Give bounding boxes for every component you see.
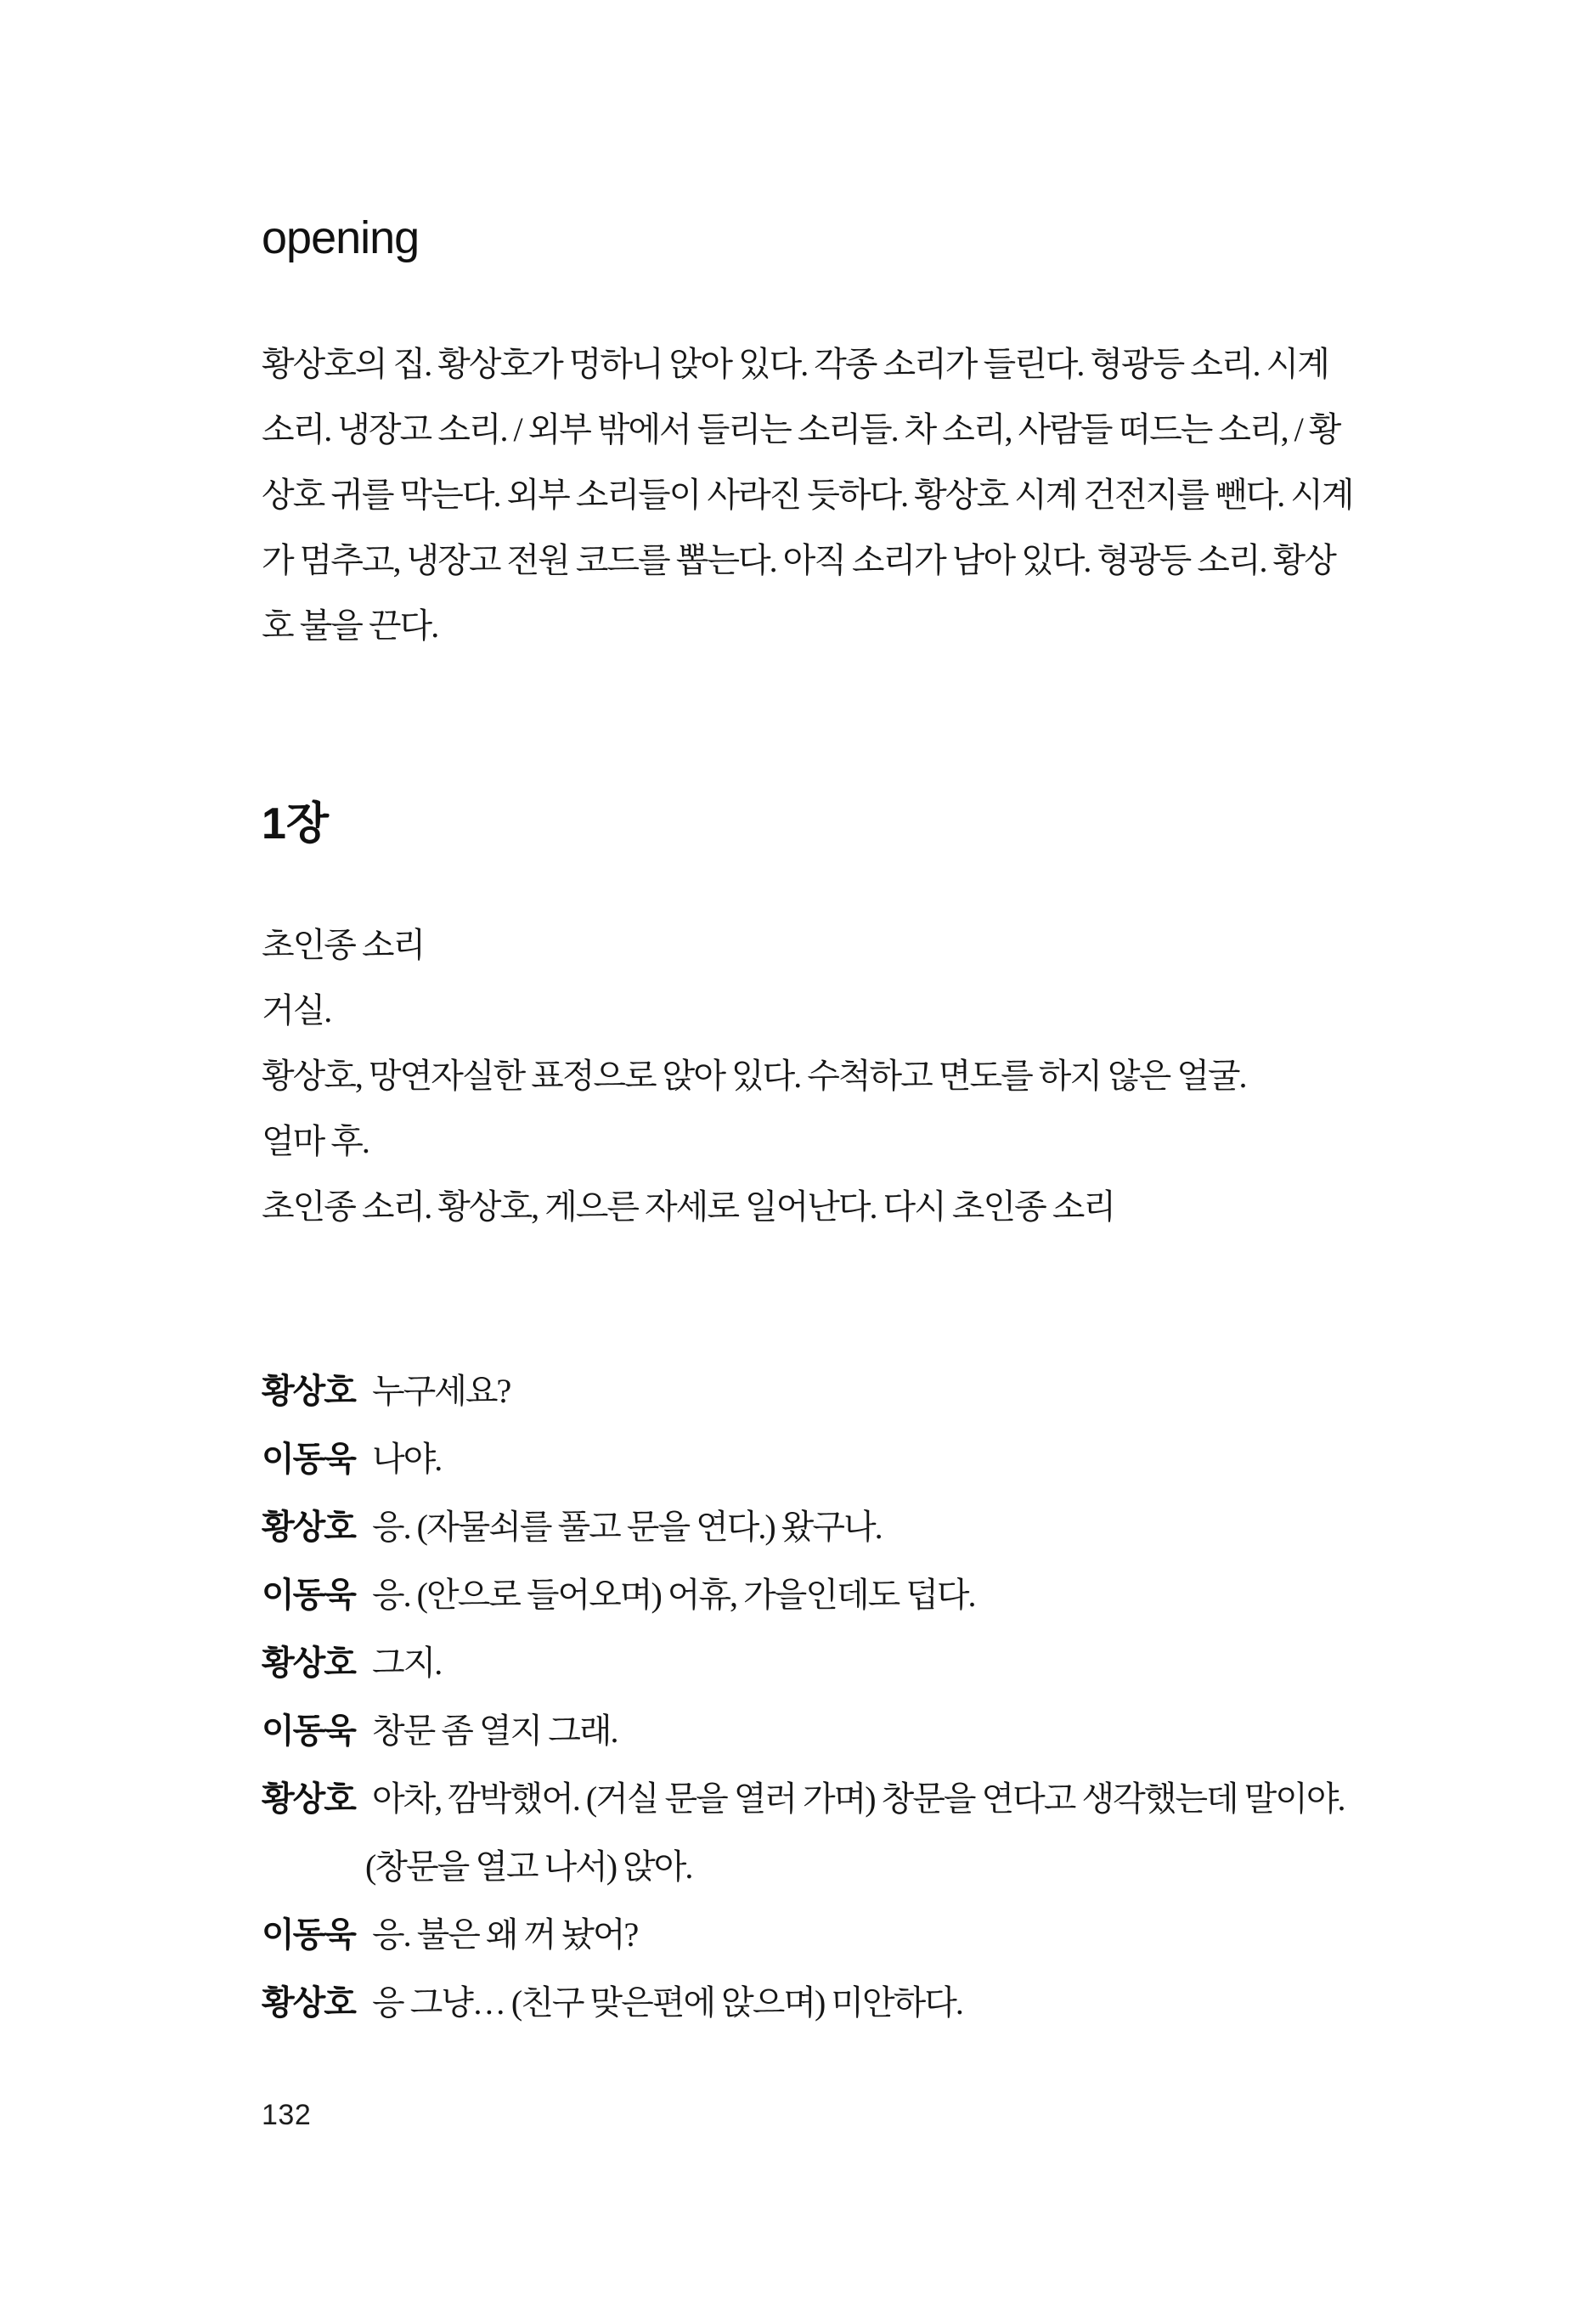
section-title-opening: opening [262,212,420,263]
chapter-heading: 1장 [262,799,330,849]
dialogue-line [262,1561,1357,1629]
speaker-name: 황상호 [262,1373,355,1410]
speech-text: 창문 좀 열지 그래. [372,1712,618,1750]
speaker-name: 황상호 [262,1644,355,1682]
speech-text: 누구세요? [372,1372,510,1410]
speech-text: 그지. [372,1644,442,1682]
speaker-name: 이동욱 [262,1441,355,1478]
speaker-name: 이동욱 [262,1577,355,1614]
stage-direction-line: 초인종 소리. 황상호, 게으른 자세로 일어난다. 다시 초인종 소리 [262,1187,1114,1226]
stage-direction-line: 초인종 소리 [262,926,425,964]
speech-text: 응 그냥… (친구 맞은편에 앉으며) 미안하다. [372,1983,962,2022]
speaker-name: 이동욱 [262,1712,355,1750]
stage-direction-line: 황상호, 망연자실한 표정으로 앉아 있다. 수척하고 면도를 하지 않은 얼굴. [262,1057,1246,1095]
speaker-name: 이동욱 [262,1916,355,1954]
dialogue-line [262,1425,1357,1493]
speech-text: 응. (자물쇠를 풀고 문을 연다.) 왔구나. [372,1508,882,1546]
dialogue-line [262,1493,1357,1561]
stage-direction-line: 거실. [262,991,331,1029]
dialogue-line [262,1969,1357,2037]
dialogue-block [262,1357,1357,2037]
dialogue-line [262,1901,1357,1969]
speaker-name: 황상호 [262,1984,355,2022]
page-number: 132 [262,2099,312,2131]
speaker-name: 황상호 [262,1780,355,1818]
speech-text: 응. 불은 왜 꺼 놨어? [372,1915,638,1954]
stage-directions-block [262,912,1357,1239]
speech-text: 아차, 깜박했어. (거실 문을 열러 가며) 창문을 연다고 생각했는데 말이야. (창문을 열고 나서) 앉아. [365,1780,1345,1886]
opening-scene-description: 황상호의 집. 황상호가 멍하니 앉아 있다. 각종 소리가 들린다. 형광등 소리. 시계 소리. 냉장고 소리. / 외부 밖에서 들리는 소리들. 차 소리, 사람들 떠드는 소리, / 황상호 귀를 막는다. 외부 소리들이 사라진 듯하다. 황상호 시계 건전지를 뺀다. 시계가 멈추고, 냉장고 전원 코드를 뽑는다. 아직 소리가 남아 있다. 형광등 소리. 황상호 불을 끈다. [262,345,1353,645]
dialogue-line [262,1357,1357,1425]
dialogue-line [262,1629,1357,1697]
dialogue-line [262,1697,1357,1765]
dialogue-line [262,1765,1357,1901]
speech-text: 응. (안으로 들어오며) 어휴, 가을인데도 덥다. [372,1576,975,1614]
speaker-name: 황상호 [262,1509,355,1546]
speech-text: 나야. [372,1440,442,1478]
stage-direction-line: 얼마 후. [262,1122,369,1160]
